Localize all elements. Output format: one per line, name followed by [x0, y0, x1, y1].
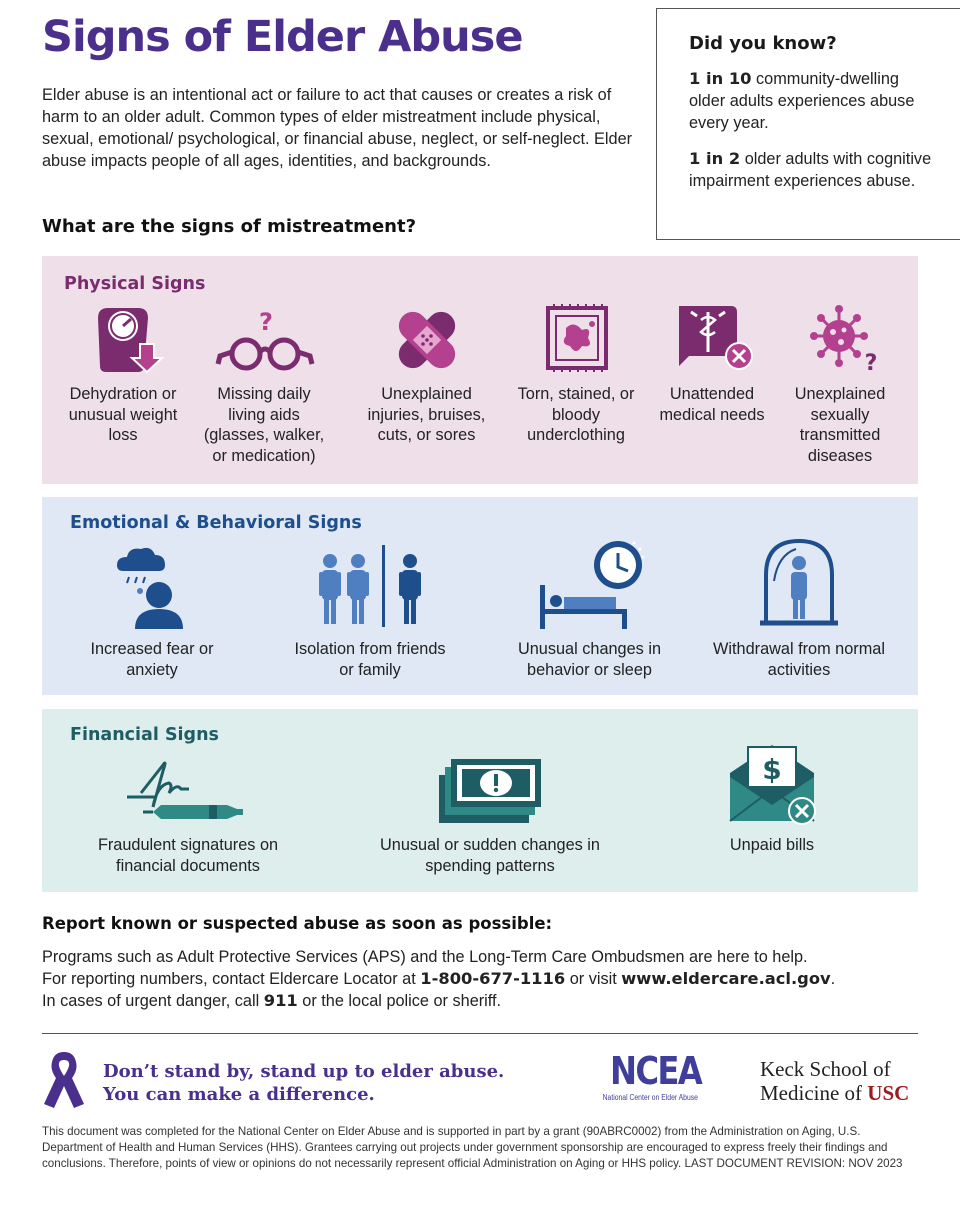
- financial-signs-panel: [42, 709, 918, 892]
- ncea-logo: NCEA National Center on Elder Abuse: [602, 1049, 702, 1102]
- emotional-item-label: Unusual changes in behavior or sleep: [517, 640, 661, 679]
- svg-text:$: $: [762, 753, 782, 786]
- stat-1: 1 in 10 community-dwelling older adults experiences abuse every year.: [689, 69, 915, 132]
- bandage-icon: [387, 300, 467, 376]
- financial-item-label: Unpaid bills: [729, 836, 815, 854]
- emotional-item-label: Withdrawal from normal activities: [713, 640, 885, 679]
- financial-item-label: Unusual or sudden changes in spending patterns: [380, 836, 600, 875]
- awareness-ribbon-icon: [42, 1048, 86, 1110]
- physical-signs-title: Physical Signs: [64, 274, 206, 294]
- section-question: What are the signs of mistreatment?: [42, 216, 417, 237]
- physical-item-label: Unexplained sexually transmitted diseases: [794, 385, 886, 465]
- financial-item: [72, 755, 304, 876]
- physical-item: [354, 300, 499, 446]
- emotional-signs-title: Emotional & Behavioral Signs: [70, 513, 362, 533]
- scale-down-icon: [78, 300, 168, 376]
- report-line-3: In cases of urgent danger, call 911 or the local police or sheriff.: [42, 991, 502, 1010]
- cloud-person-icon: [107, 541, 197, 631]
- website-link[interactable]: www.eldercare.acl.gov: [621, 969, 831, 988]
- physical-item: [510, 300, 642, 446]
- physical-item-label: Unexplained injuries, bruises, cuts, or sores: [367, 385, 486, 444]
- phone-number[interactable]: 1-800-677-1116: [420, 969, 566, 988]
- physical-item: [64, 300, 182, 446]
- divider: [42, 1033, 918, 1034]
- financial-item: [367, 755, 613, 876]
- medical-x-icon: [667, 300, 757, 376]
- emotional-item: [285, 541, 455, 680]
- stained-cloth-icon: [536, 300, 616, 376]
- envelope-dollar-x-icon: [722, 743, 822, 827]
- physical-item: [654, 300, 770, 425]
- isolated-people-icon: [310, 541, 430, 631]
- physical-item-label: Dehydration or unusual weight loss: [68, 385, 178, 444]
- emotional-item: [712, 537, 886, 680]
- emotional-item: [72, 541, 232, 680]
- report-text: [42, 946, 932, 1012]
- emotional-item-label: Isolation from friends or family: [294, 640, 446, 679]
- report-line-2: For reporting numbers, contact Eldercare Locator at 1-800-677-1116 or visit www.eldercare.acl.gov.: [42, 969, 836, 988]
- person-dome-icon: [754, 537, 844, 631]
- financial-item: [712, 743, 832, 856]
- did-you-know-box: [656, 8, 960, 240]
- physical-item-label: Torn, stained, or bloody underclothing: [517, 385, 635, 444]
- disclaimer: This document was completed for the National Center on Elder Abuse and is supported in part by a grant (90ABRC0002) from the Administration on Aging, U.S. Department of Health and Human Services (HHS). Grantees carrying out projects under government sponsorship are encouraged to express freely their findings and conclusions. Therefore, points of view or opinions do not necessarily represent official Administration on Aging or HHS policy. LAST DOCUMENT REVISION: NOV 2023: [42, 1125, 903, 1170]
- financial-signs-title: Financial Signs: [70, 725, 219, 745]
- footer-slogan: Don’t stand by, stand up to elder abuse. You can make a difference.: [103, 1061, 505, 1105]
- report-title: Report known or suspected abuse as soon as possible:: [42, 914, 553, 933]
- physical-item-label: Unattended medical needs: [659, 385, 765, 424]
- physical-signs-panel: [42, 256, 918, 484]
- physical-item: [782, 300, 898, 466]
- did-you-know-title: Did you know?: [689, 33, 837, 54]
- bed-clock-icon: [530, 537, 650, 631]
- keck-logo: Keck School of Medicine of USC: [760, 1057, 910, 1105]
- page-title: Signs of Elder Abuse: [42, 12, 523, 62]
- emotional-item: [497, 537, 682, 680]
- intro-paragraph: Elder abuse is an intentional act or failure to act that causes or creates a risk of harm to an older adult. Common types of elder mistreatment include physical, sexual, emotional/ psychological, or financial abuse, neglect, or self-neglect. Elder abuse impacts people of all ages, identities, and backgrounds.: [42, 86, 633, 170]
- emotional-item-label: Increased fear or anxiety: [90, 640, 214, 679]
- physical-item-label: Missing daily living aids (glasses, walker, or medication): [203, 385, 325, 465]
- report-line-1: Programs such as Adult Protective Services (APS) and the Long-Term Care Ombudsmen are here to help.: [42, 948, 808, 966]
- cash-alert-icon: [435, 755, 545, 827]
- virus-question-icon: [795, 300, 885, 376]
- stat-2: 1 in 2 older adults with cognitive impairment experiences abuse.: [689, 149, 932, 190]
- physical-item: [197, 300, 331, 466]
- svg-text:?: ?: [864, 351, 878, 376]
- emergency-number: 911: [263, 991, 298, 1010]
- emotional-signs-panel: [42, 497, 918, 695]
- signature-pen-icon: [123, 755, 253, 827]
- glasses-question-icon: [204, 300, 324, 376]
- financial-item-label: Fraudulent signatures on financial documents: [97, 836, 279, 875]
- svg-text:?: ?: [259, 308, 273, 336]
